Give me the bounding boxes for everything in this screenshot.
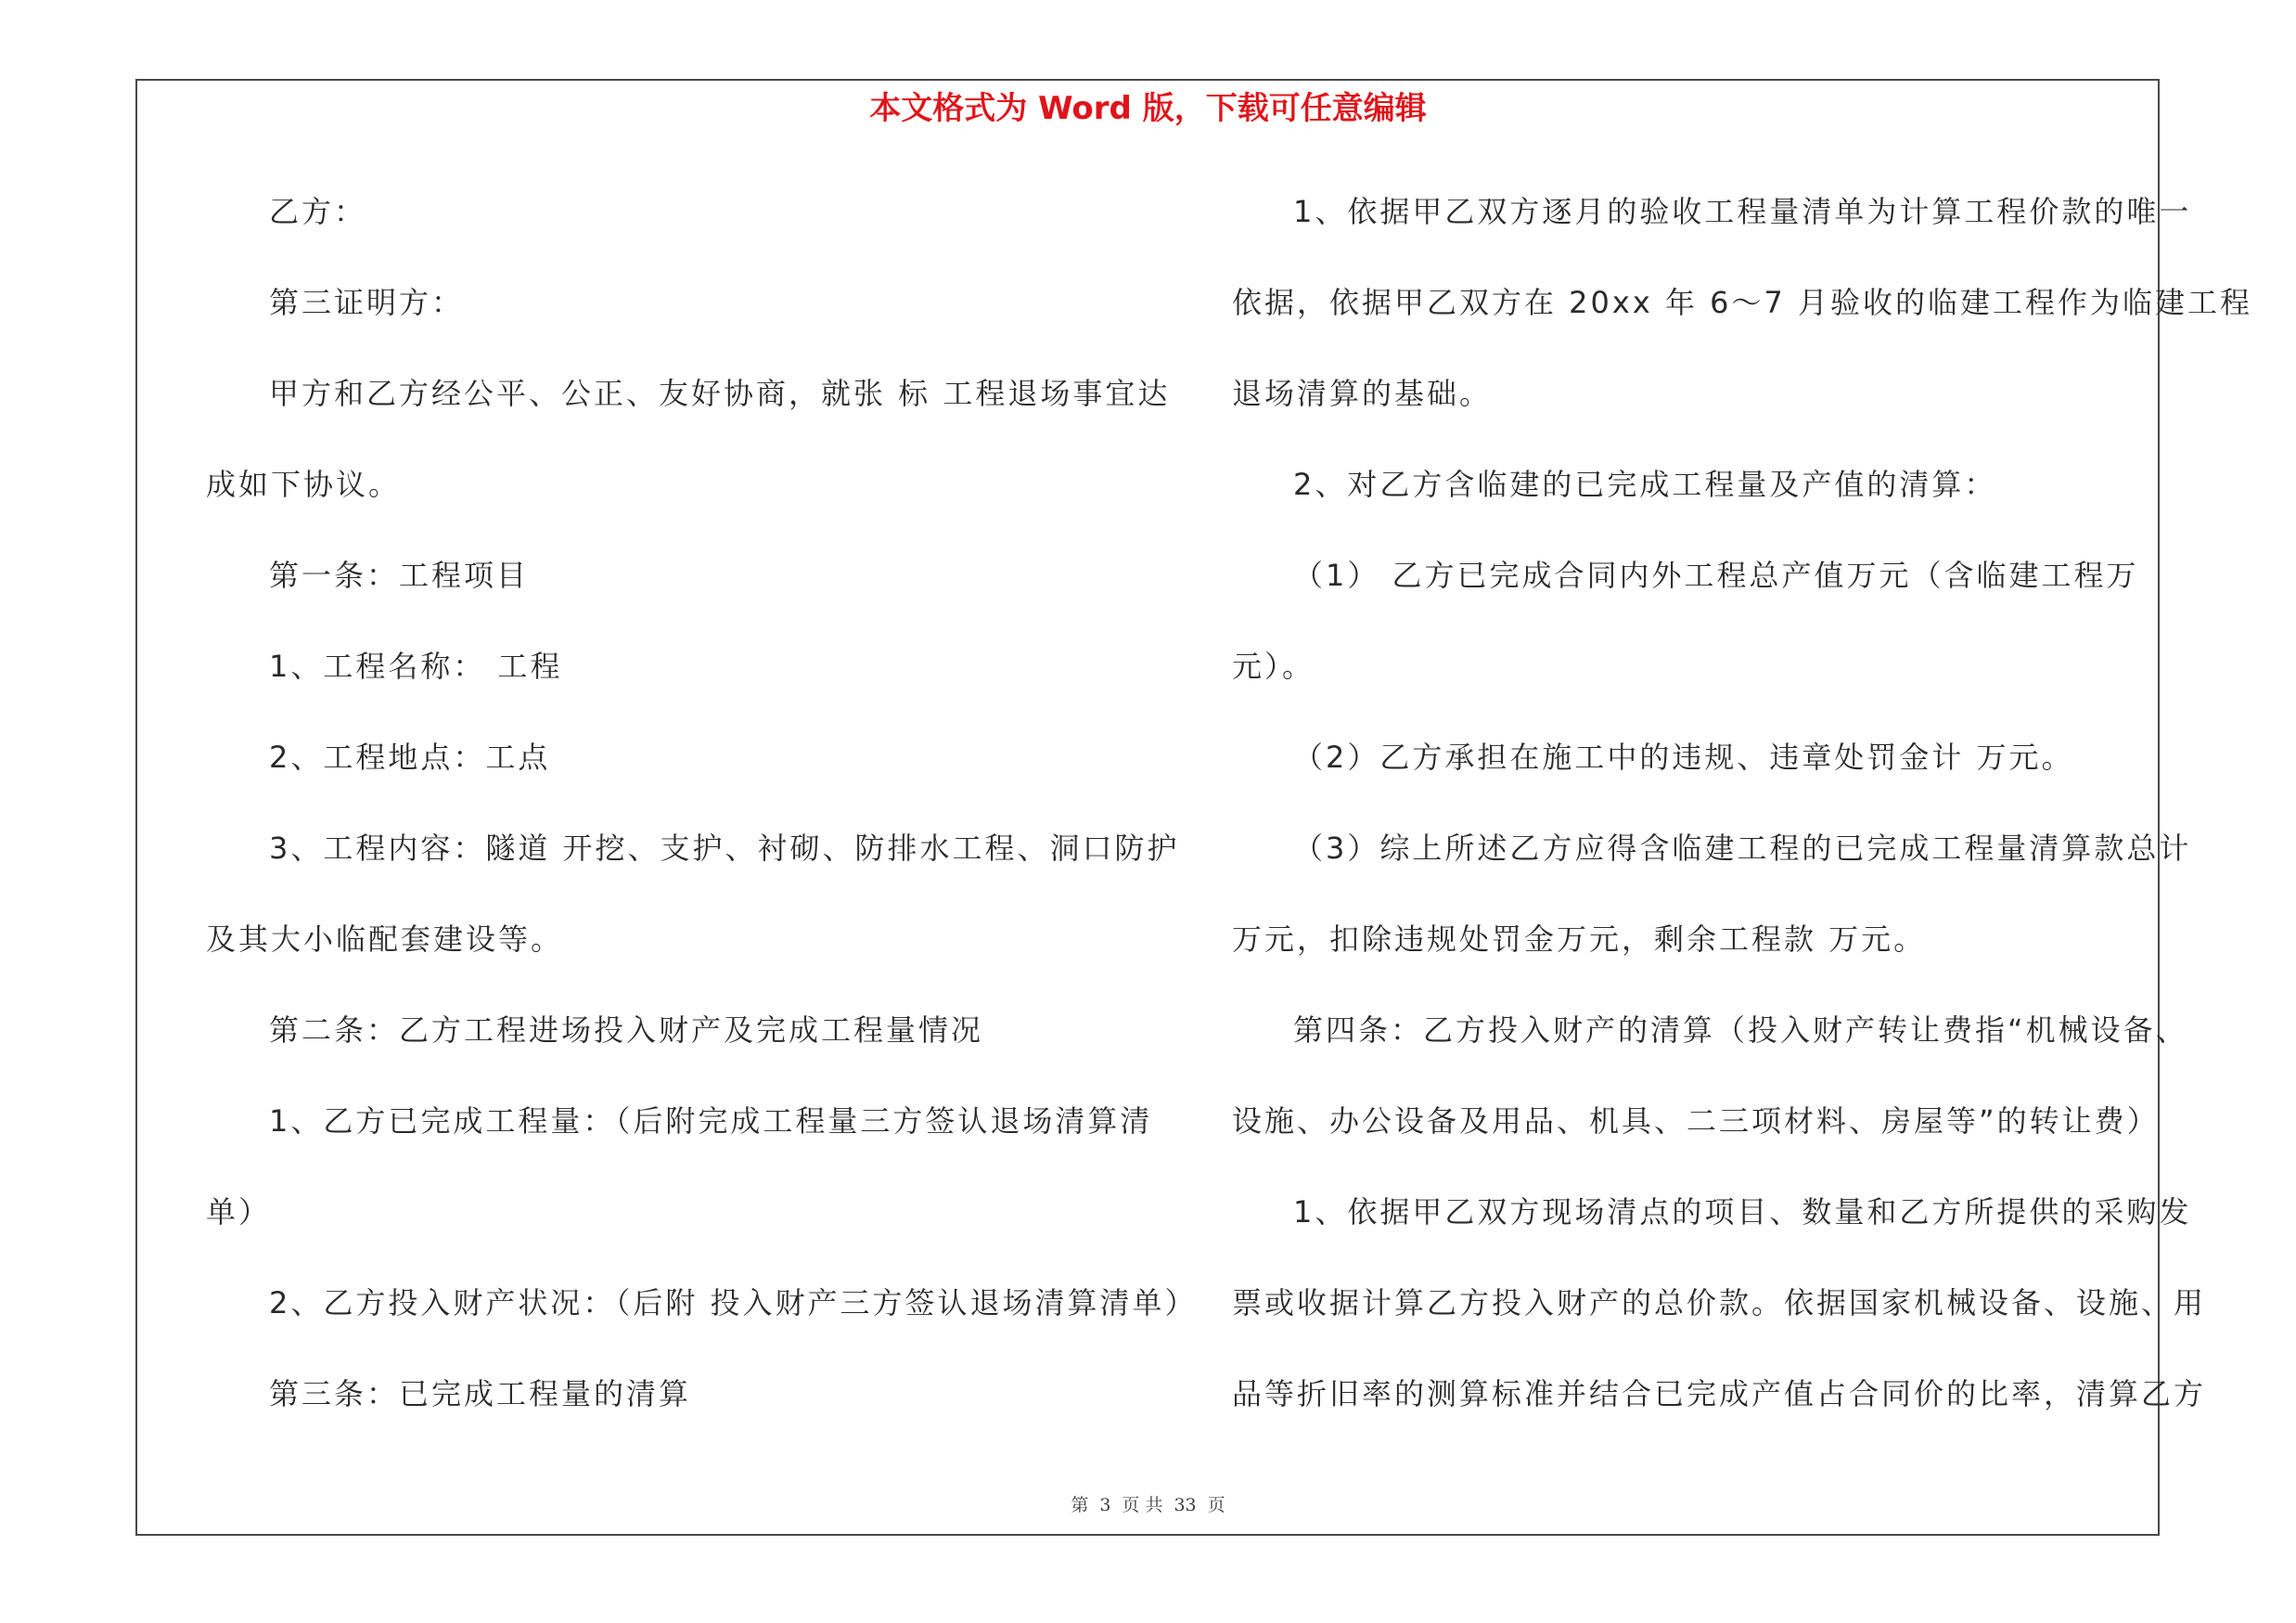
paragraph-line: 成如下协议。 — [206, 467, 402, 502]
section-heading: 第三条：已完成工程量的清算 — [269, 1376, 692, 1411]
section-heading: 第一条：工程项目 — [269, 558, 530, 593]
paragraph-line: 2、乙方投入财产状况：（后附 投入财产三方签认退场清算清单） — [269, 1285, 1198, 1320]
paragraph-line: 退场清算的基础。 — [1232, 376, 1493, 411]
format-banner: 本文格式为 Word 版，下载可任意编辑 — [869, 90, 1427, 127]
paragraph-line: 1、工程名称： 工程 — [269, 649, 563, 684]
page-footer — [0, 1492, 2296, 1518]
right-column — [1232, 0, 2253, 1623]
paragraph-line: 万元，扣除违规处罚金万元，剩余工程款 万元。 — [1232, 921, 1927, 957]
paragraph-line: 设施、办公设备及用品、机具、二三项材料、房屋等”的转让费） — [1232, 1103, 2160, 1139]
paragraph-line: 单） — [206, 1194, 272, 1230]
paragraph-line: 1、乙方已完成工程量：（后附完成工程量三方签认退场清算清 — [269, 1103, 1153, 1139]
paragraph-line: （1） 乙方已完成合同内外工程总产值万元（含临建工程万 — [1293, 558, 2139, 593]
paragraph-line: 2、工程地点：工点 — [269, 740, 551, 775]
paragraph-line: 第三证明方： — [269, 285, 465, 320]
section-heading: 第四条：乙方投入财产的清算（投入财产转让费指“机械设备、 — [1293, 1012, 2188, 1048]
current-page-number: 3 — [1099, 1495, 1111, 1515]
section-heading: 第二条：乙方工程进场投入财产及完成工程量情况 — [269, 1012, 984, 1048]
paragraph-line: 依据，依据甲乙双方在 20xx 年 6～7 月验收的临建工程作为临建工程 — [1232, 285, 2253, 320]
paragraph-line: （3）综上所述乙方应得含临建工程的已完成工程量清算款总计 — [1293, 831, 2192, 866]
paragraph-line: 1、依据甲乙双方现场清点的项目、数量和乙方所提供的采购发 — [1293, 1194, 2192, 1230]
paragraph-line: 1、依据甲乙双方逐月的验收工程量清单为计算工程价款的唯一 — [1293, 194, 2192, 229]
paragraph-line: 及其大小临配套建设等。 — [206, 921, 564, 957]
paragraph-line: 甲方和乙方经公平、公正、友好协商，就张 标 工程退场事宜达 — [269, 376, 1171, 411]
paragraph-line: （2）乙方承担在施工中的违规、违章处罚金计 万元。 — [1293, 740, 2074, 775]
page-label-mid: 页 共 — [1122, 1495, 1163, 1515]
page-label-prefix: 第 — [1071, 1495, 1089, 1515]
paragraph-line: 乙方： — [269, 194, 367, 229]
paragraph-line: 3、工程内容：隧道 开挖、支护、衬砌、防排水工程、洞口防护 — [269, 831, 1180, 866]
paragraph-line: 2、对乙方含临建的已完成工程量及产值的清算： — [1293, 467, 1997, 502]
paragraph-line: 元）。 — [1232, 649, 1315, 684]
total-pages-number: 33 — [1174, 1495, 1197, 1515]
paragraph-line: 品等折旧率的测算标准并结合已完成产值占合同价的比率，清算乙方 — [1232, 1376, 2207, 1411]
page-label-suffix: 页 — [1207, 1495, 1225, 1515]
paragraph-line: 票或收据计算乙方投入财产的总价款。依据国家机械设备、设施、用 — [1232, 1285, 2207, 1320]
